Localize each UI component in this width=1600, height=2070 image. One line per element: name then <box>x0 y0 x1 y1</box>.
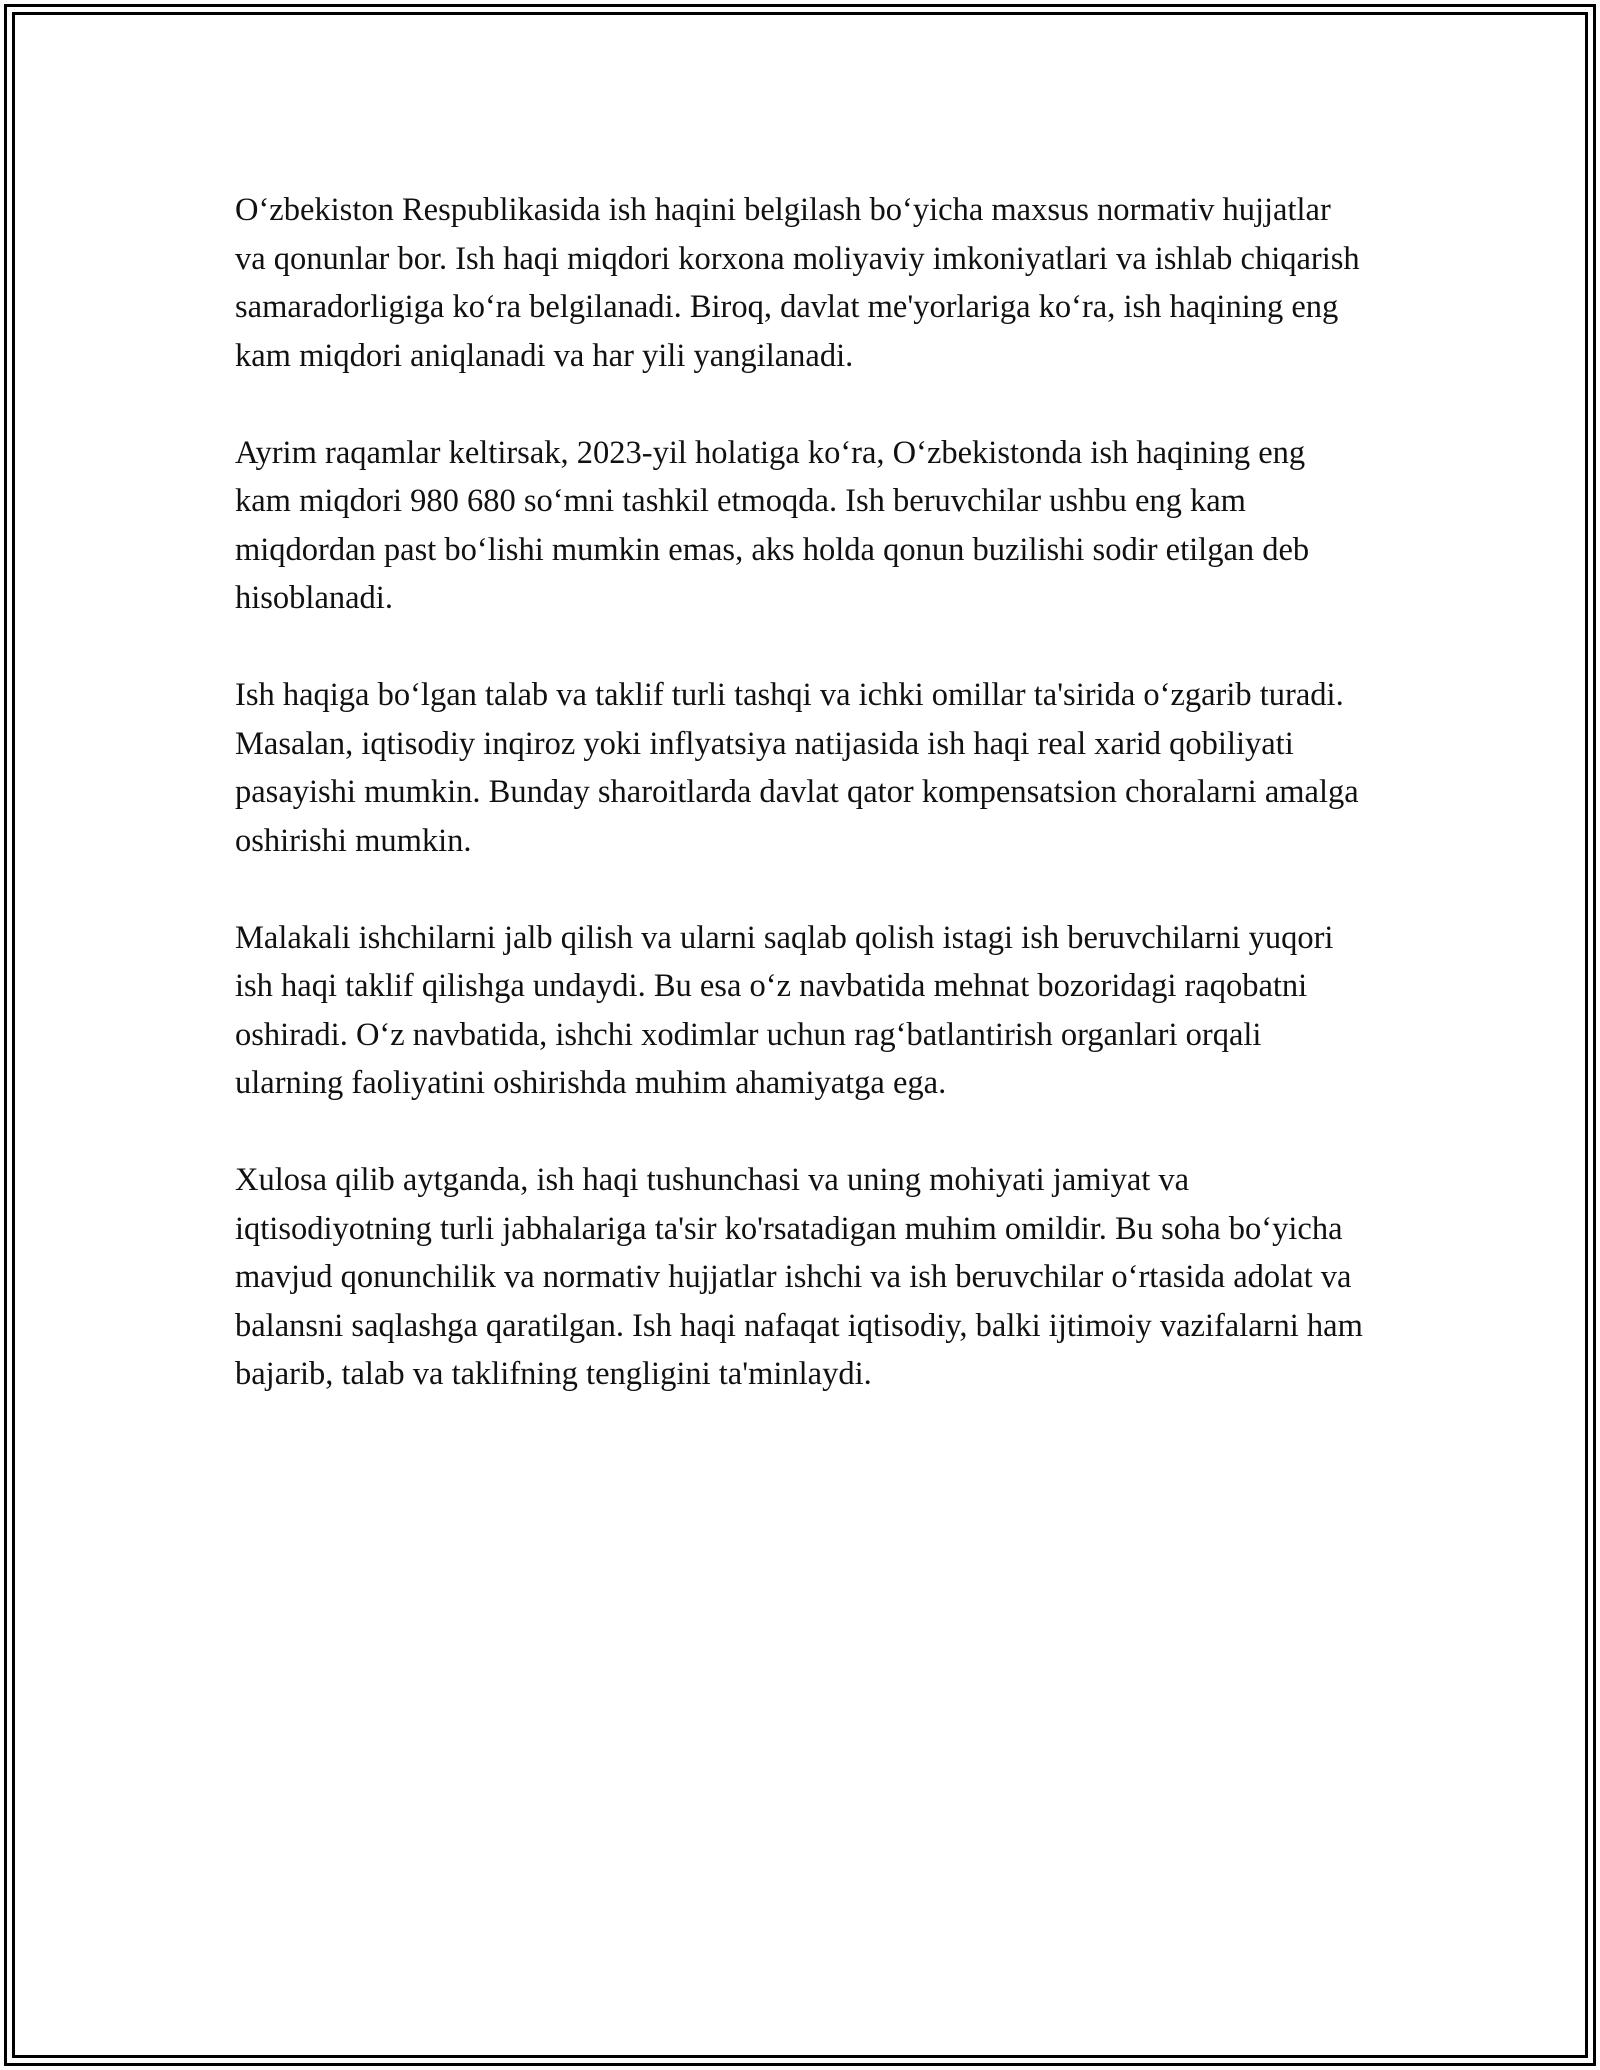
paragraph: O‘zbekiston Respublikasida ish haqini belgilash bo‘yicha maxsus normativ hujjatlar va qonunlar bor. Ish haqi miqdori korxona moliyaviy imkoniyatlari va ishlab chiqarish samaradorligiga ko‘ra belgilanadi. Biroq, davlat me'yorlariga ko‘ra, ish haqining eng kam miqdori aniqlanadi va har yili yangilanadi. <box>235 192 1360 374</box>
document-body <box>235 186 1365 1447</box>
paragraph: Xulosa qilib aytganda, ish haqi tushunchasi va uning mohiyati jamiyat va iqtisodiyotning turli jabhalariga ta'sir ko'rsatadigan muhim omildir. Bu soha bo‘yicha mavjud qonunchilik va normativ hujjatlar ishchi va ish beruvchilar o‘rtasida adolat va balansni saqlashga qaratilgan. Ish haqi nafaqat iqtisodiy, balki ijtimoiy vazifalarni ham bajarib, talab va taklifning tengligini ta'minlaydi. <box>235 1162 1363 1392</box>
paragraph: Ish haqiga bo‘lgan talab va taklif turli tashqi va ichki omillar ta'sirida o‘zgarib turadi. Masalan, iqtisodiy inqiroz yoki inflyatsiya natijasida ish haqi real xarid qobiliyati pasayishi mumkin. Bunday sharoitlarda davlat qator kompensatsion choralarni amalga oshirishi mumkin. <box>235 677 1359 859</box>
paragraph: Malakali ishchilarni jalb qilish va ularni saqlab qolish istagi ish beruvchilarni yuqori ish haqi taklif qilishga undaydi. Bu esa o‘z navbatida mehnat bozoridagi raqobatni oshiradi. O‘z navbatida, ishchi xodimlar uchun rag‘batlantirish organlari orqali ularning faoliyatini oshirishda muhim ahamiyatga ega. <box>235 919 1334 1101</box>
paragraph: Ayrim raqamlar keltirsak, 2023-yil holatiga ko‘ra, O‘zbekistonda ish haqining eng kam miqdori 980 680 so‘mni tashkil etmoqda. Ish beruvchilar ushbu eng kam miqdordan past bo‘lishi mumkin emas, aks holda qonun buzilishi sodir etilgan deb hisoblanadi. <box>235 434 1310 616</box>
